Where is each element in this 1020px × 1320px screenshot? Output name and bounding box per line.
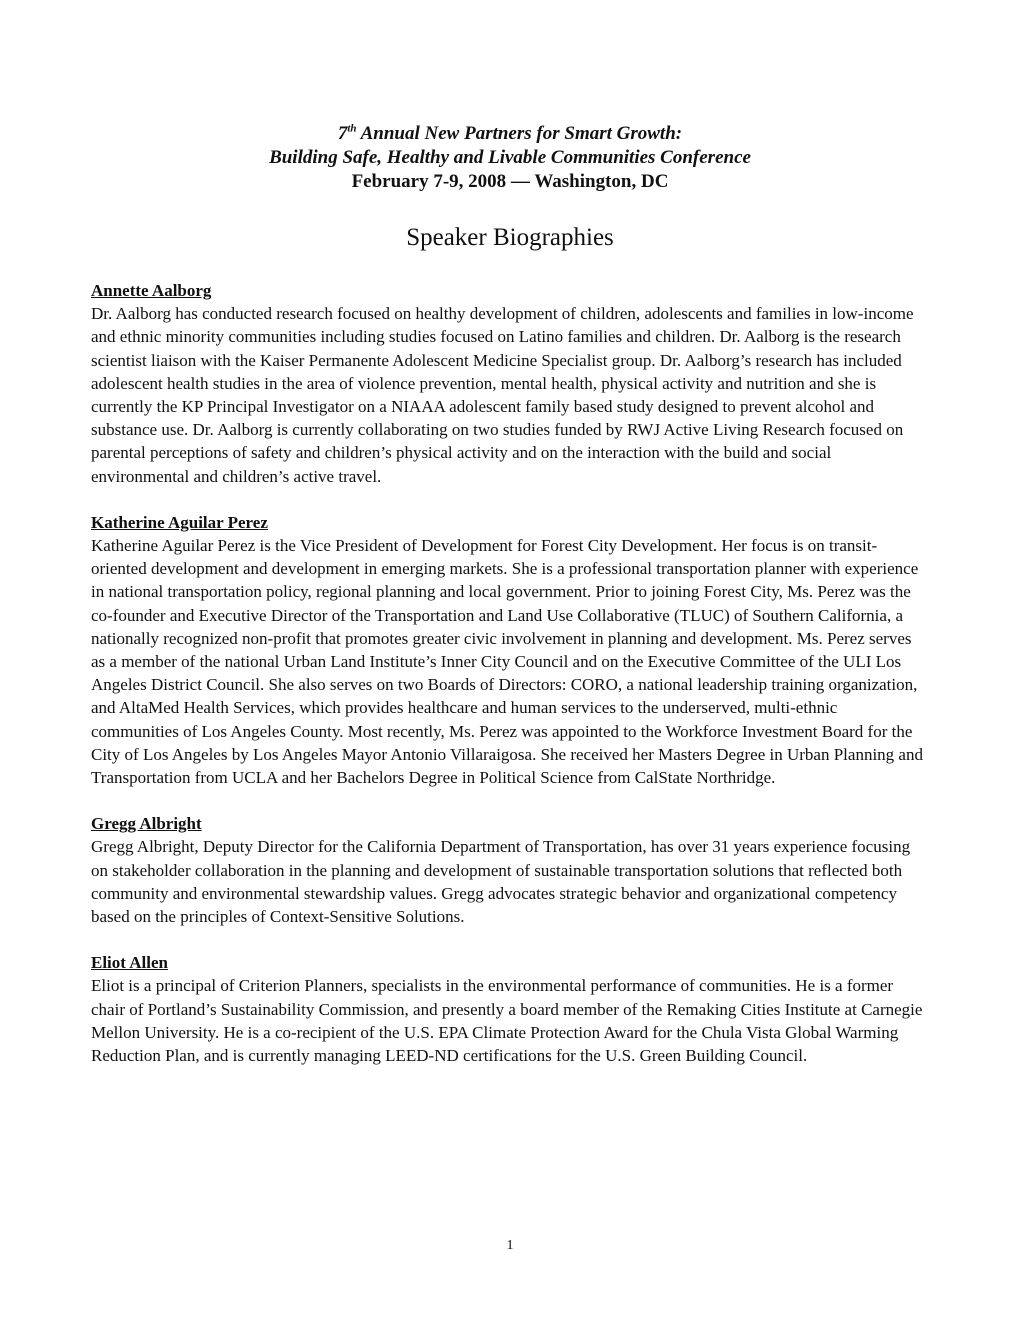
conference-title-line-1 [91,122,929,146]
speaker-bio-text: Katherine Aguilar Perez is the Vice President of Development for Forest City Development. Her focus is on transit-oriented development and development in emerging markets. She is a professional transportation planner with experience in national transportation policy, regional planning and local government. Prior to joining Forest City, Ms. Perez was the co-founder and Executive Director of the Transportation and Land Use Collaborative (TLUC) of Southern California, a nationally recognized non-profit that promotes greater civic involvement in planning and development. Ms. Perez serves as a member of the national Urban Land Institute’s Inner City Council and on the Executive Committee of the ULI Los Angeles District Council. She also serves on two Boards of Directors: CORO, a national leadership training organization, and AltaMed Health Services, which provides healthcare and human services to the underserved, multi-ethnic communities of Los Angeles County. Most recently, Ms. Perez was appointed to the Workforce Investment Board for the City of Los Angeles by Los Angeles Mayor Antonio Villaraigosa. She received her Masters Degree in Urban Planning and Transportation from UCLA and her Bachelors Degree in Political Science from CalState Northridge. [91,536,923,788]
conference-title-rest: Annual New Partners for Smart Growth: [356,123,683,144]
speaker-name: Gregg Albright [91,814,202,834]
biography-entry [91,511,929,789]
ordinal-number: 7 [337,123,348,144]
conference-title-line-2: Building Safe, Healthy and Livable Communities Conference [269,147,751,168]
biographies-list [91,279,929,1067]
ordinal-suffix: th [347,122,357,135]
page-number: 1 [506,1238,514,1253]
speaker-bio-text: Eliot is a principal of Criterion Planners, specialists in the environmental performance of communities. He is a former chair of Portland’s Sustainability Commission, and presently a board member of the Remaking Cities Institute at Carnegie Mellon University. He is a co-recipient of the U.S. EPA Climate Protection Award for the Chula Vista Global Warming Reduction Plan, and is currently managing LEED-ND certifications for the U.S. Green Building Council. [91,976,923,1066]
speaker-name: Katherine Aguilar Perez [91,512,268,532]
speaker-name: Eliot Allen [91,953,168,973]
conference-date-location: February 7-9, 2008 — Washington, DC [351,171,669,192]
biography-entry [91,951,929,1067]
speaker-name: Annette Aalborg [91,281,212,300]
page-title: Speaker Biographies [406,224,614,251]
speaker-bio-text: Gregg Albright, Deputy Director for the California Department of Transportation, has over 31 years experience focusing on stakeholder collaboration in the planning and development of sustainable transportation solutions that reflected both community and environmental stewardship values. Gregg advocates strategic behavior and organizational competency based on the principles of Context-Sensitive Solutions. [91,837,911,927]
biography-entry [91,812,929,928]
conference-header [91,0,929,194]
document-page [91,0,929,1320]
speaker-bio-text: Dr. Aalborg has conducted research focused on healthy development of children, adolescents and families in low-income and ethnic minority communities including studies focused on Latino families and children. Dr. Aalborg is the research scientist liaison with the Kaiser Permanente Adolescent Medicine Specialist group. Dr. Aalborg’s research has included adolescent health studies in the area of violence prevention, mental health, physical activity and nutrition and she is currently the KP Principal Investigator on a NIAAA adolescent family based study designed to prevent alcohol and substance use. Dr. Aalborg is currently collaborating on two studies funded by RWJ Active Living Research focused on parental perceptions of safety and children’s physical activity and on the interaction with the build and social environmental and children’s active travel. [91,304,914,486]
biography-entry [91,279,929,488]
